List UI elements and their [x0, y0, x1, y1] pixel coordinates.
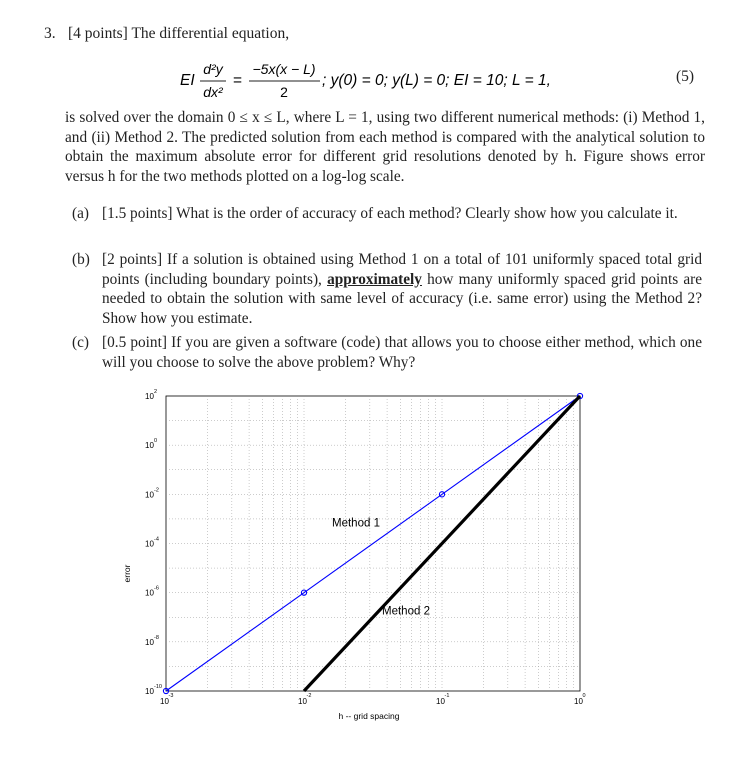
x-tick-base: 10 — [160, 697, 169, 706]
y-tick-exponent: -10 — [154, 684, 162, 690]
y-tick-base: 10 — [145, 687, 154, 696]
part-b-text-after: how many uniformly spaced grid points are needed to obtain the solution with same level of accuracy (i.e. same error) using the Method 2? Show how you estimate. — [102, 270, 703, 327]
part-b-text-before: [2 points] If a solution is obtained using Method 1 on a total of 101 uniformly spaced total grid points (including boundary points), — [102, 251, 702, 288]
y-tick-exponent: -2 — [154, 487, 159, 494]
y-tick-exponent: -6 — [154, 585, 159, 592]
y-tick-label — [145, 684, 162, 696]
part-a — [72, 204, 712, 244]
question-header: [4 points] The differential equation, — [68, 25, 290, 42]
y-tick-base: 10 — [145, 392, 154, 401]
question-number: 3. — [44, 25, 56, 42]
eq-equals: = — [233, 72, 243, 89]
y-tick-exponent: -8 — [154, 634, 159, 641]
part-c-label: (c) — [72, 334, 89, 351]
part-c — [72, 333, 712, 373]
x-tick-label — [160, 693, 173, 706]
annotation-method-2: Method 2 — [382, 605, 430, 618]
x-tick-base: 10 — [298, 697, 307, 706]
y-axis-label: error — [122, 564, 132, 583]
y-tick-label — [145, 537, 159, 549]
y-tick-label — [145, 487, 159, 499]
part-b — [72, 250, 712, 330]
y-tick-label — [145, 438, 157, 450]
x-tick-label — [298, 693, 311, 706]
part-b-text — [102, 250, 702, 328]
eq-rhs-den: 2 — [280, 84, 288, 100]
y-tick-base: 10 — [145, 539, 154, 549]
part-c-text: [0.5 point] If you are given a software (code) that allows you to choose either method, which one will you choose to solve the above problem? Why? — [102, 334, 702, 371]
x-tick-label — [574, 693, 586, 706]
problem-paragraph: is solved over the domain 0 ≤ x ≤ L, where L = 1, using two different numerical methods: (i) Method 1, and (ii) Method 2. The predicted solution from each method is compared with the analytical solution to obtain the maximum absolute error for different grid resolutions denoted by h. Figure shows error versus h for the two methods plotted on a log-log scale. — [65, 109, 705, 185]
y-tick-exponent: 2 — [154, 389, 158, 395]
part-b-label: (b) — [72, 251, 90, 268]
y-tick-base: 10 — [145, 637, 154, 647]
y-tick-base: 10 — [145, 588, 154, 598]
x-tick-exponent: -2 — [306, 693, 312, 699]
x-tick-exponent: -3 — [168, 693, 174, 699]
differential-equation — [160, 57, 720, 107]
part-b-emphasis: approximately — [327, 270, 422, 288]
y-tick-label — [145, 389, 157, 401]
eq-conditions: ; y(0) = 0; y(L) = 0; EI = 10; L = 1, — [322, 72, 551, 89]
y-tick-exponent: 0 — [154, 438, 158, 445]
y-tick-base: 10 — [145, 441, 154, 451]
x-tick-exponent: -1 — [444, 693, 450, 699]
x-tick-exponent: 0 — [582, 693, 586, 699]
x-tick-base: 10 — [574, 697, 583, 706]
y-tick-base: 10 — [145, 490, 154, 500]
error-loglog-chart — [0, 380, 741, 740]
eq-lhs-den: dx² — [203, 84, 223, 100]
y-tick-exponent: -4 — [154, 536, 159, 543]
eq-lhs-num: d²y — [203, 61, 223, 77]
eq-rhs-num: −5x(x − L) — [252, 61, 316, 77]
y-tick-label — [145, 586, 159, 598]
y-tick-label — [145, 635, 159, 647]
x-tick-base: 10 — [436, 697, 445, 706]
eq-lhs-coeff: EI — [180, 72, 195, 89]
annotation-method-1: Method 1 — [332, 517, 380, 530]
x-tick-label — [436, 693, 449, 706]
x-axis-label: h -- grid spacing — [338, 711, 400, 721]
part-a-label: (a) — [72, 205, 89, 222]
equation-number: (5) — [676, 68, 695, 85]
part-a-text: [1.5 points] What is the order of accuracy of each method? Clearly show how you calculate it. — [102, 205, 678, 222]
